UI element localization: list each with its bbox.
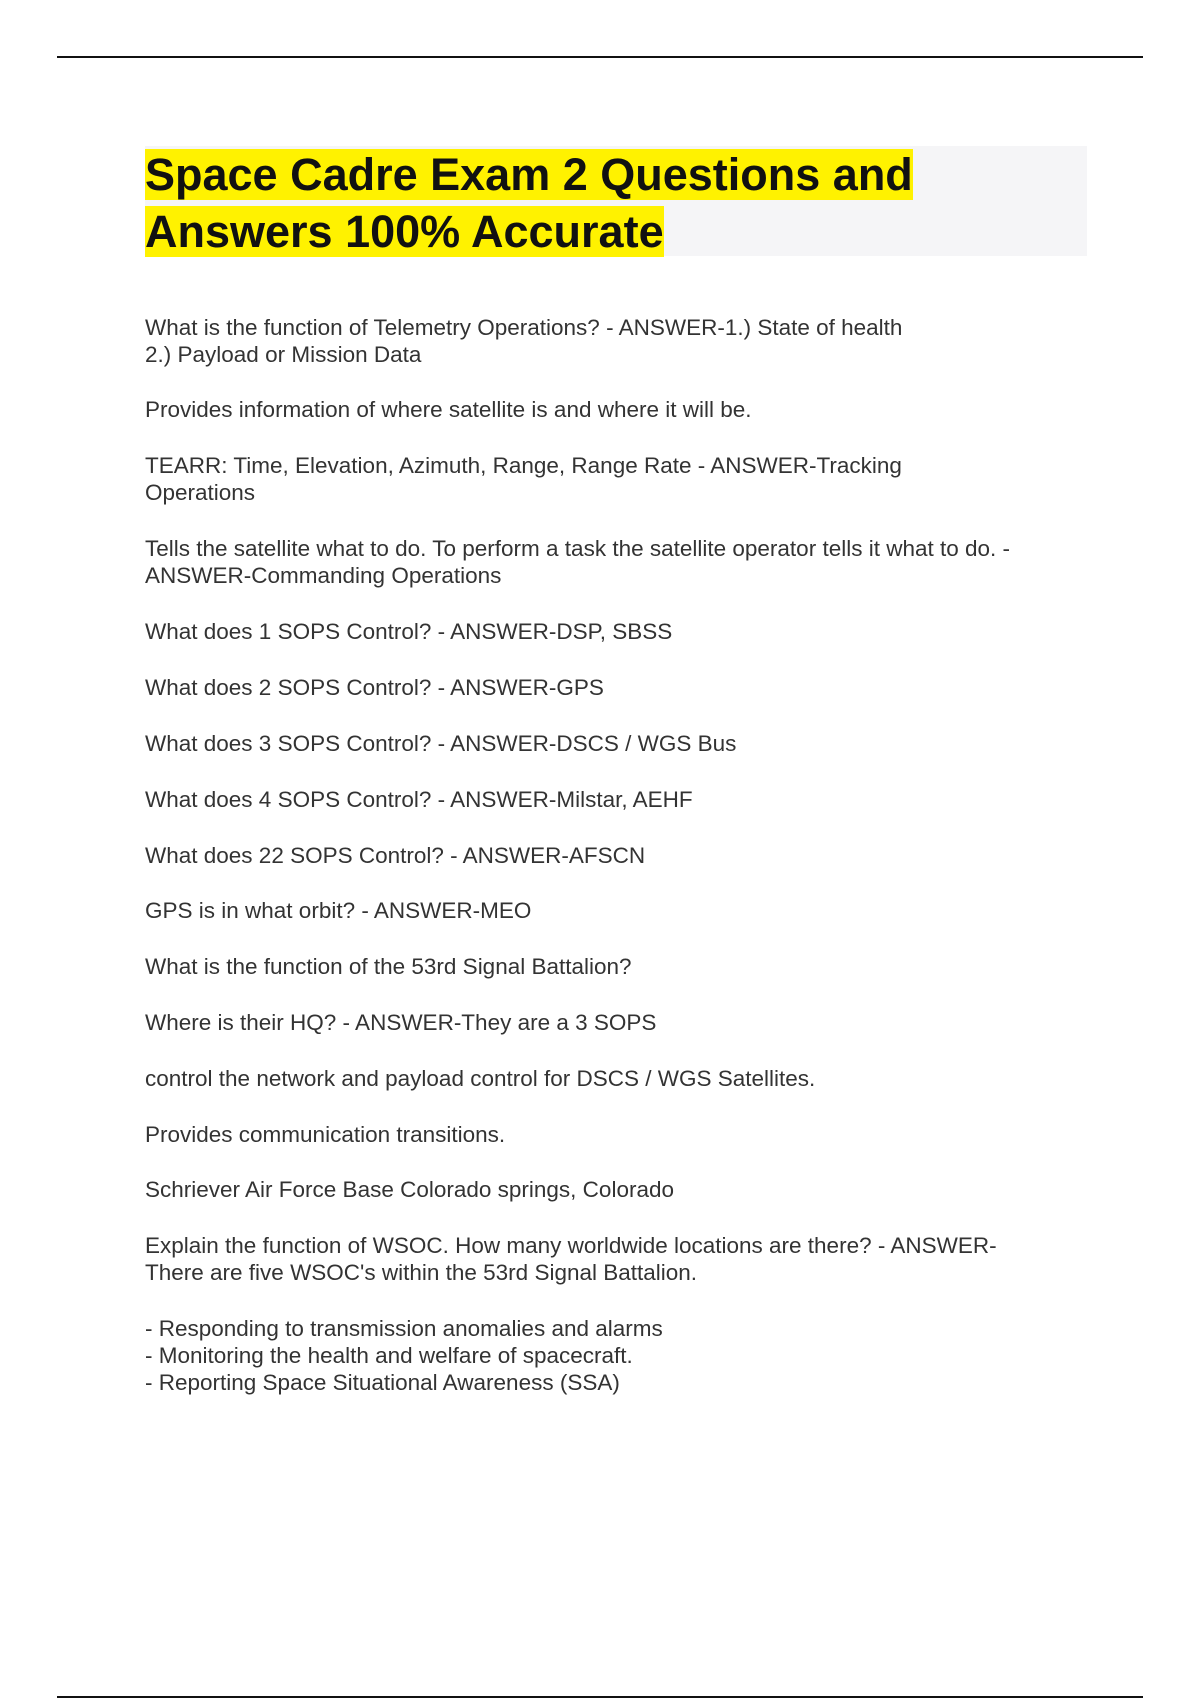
qa-hq-answer: Where is their HQ? - ANSWER-They are a 3 SOPS xyxy=(145,1010,657,1035)
qa-network-control: control the network and payload control for DSCS / WGS Satellites. xyxy=(145,1066,816,1091)
qa-53rd-signal-battalion: What is the function of the 53rd Signal Battalion? xyxy=(145,954,632,979)
title-line-2: Answers 100% Accurate xyxy=(145,206,664,257)
qa-wsoc-function: Explain the function of WSOC. How many worldwide locations are there? - ANSWER- There are five WSOC's within the 53rd Signal Battalion. xyxy=(145,1233,997,1285)
qa-position-info: Provides information of where satellite is and where it will be. xyxy=(145,397,752,422)
qa-4-sops: What does 4 SOPS Control? - ANSWER-Milstar, AEHF xyxy=(145,787,693,812)
qa-commanding-operations: Tells the satellite what to do. To perform a task the satellite operator tells it what to do. - ANSWER-Commanding Operations xyxy=(145,536,1011,588)
qa-3-sops: What does 3 SOPS Control? - ANSWER-DSCS / WGS Bus xyxy=(145,731,737,756)
qa-telemetry-operations: What is the function of Telemetry Operations? - ANSWER-1.) State of health 2.) Payload or Mission Data xyxy=(145,315,903,367)
title-block xyxy=(145,146,1087,256)
header-rule xyxy=(57,56,1143,58)
qa-wsoc-duties-list: - Responding to transmission anomalies and alarms - Monitoring the health and welfare of spacecraft. - Reporting Space Situational Awareness (SSA) xyxy=(145,1316,663,1395)
qa-1-sops: What does 1 SOPS Control? - ANSWER-DSP, SBSS xyxy=(145,619,673,644)
title-line-1: Space Cadre Exam 2 Questions and xyxy=(145,149,913,200)
qa-tearr-tracking: TEARR: Time, Elevation, Azimuth, Range, Range Rate - ANSWER-Tracking Operations xyxy=(145,453,902,505)
page-title xyxy=(145,146,1087,260)
qa-schriever-afb: Schriever Air Force Base Colorado springs, Colorado xyxy=(145,1177,674,1202)
qa-gps-orbit: GPS is in what orbit? - ANSWER-MEO xyxy=(145,898,532,923)
qa-2-sops: What does 2 SOPS Control? - ANSWER-GPS xyxy=(145,675,604,700)
footer-rule xyxy=(57,1696,1143,1698)
qa-communication-transitions: Provides communication transitions. xyxy=(145,1122,506,1147)
qa-22-sops: What does 22 SOPS Control? - ANSWER-AFSCN xyxy=(145,843,646,868)
